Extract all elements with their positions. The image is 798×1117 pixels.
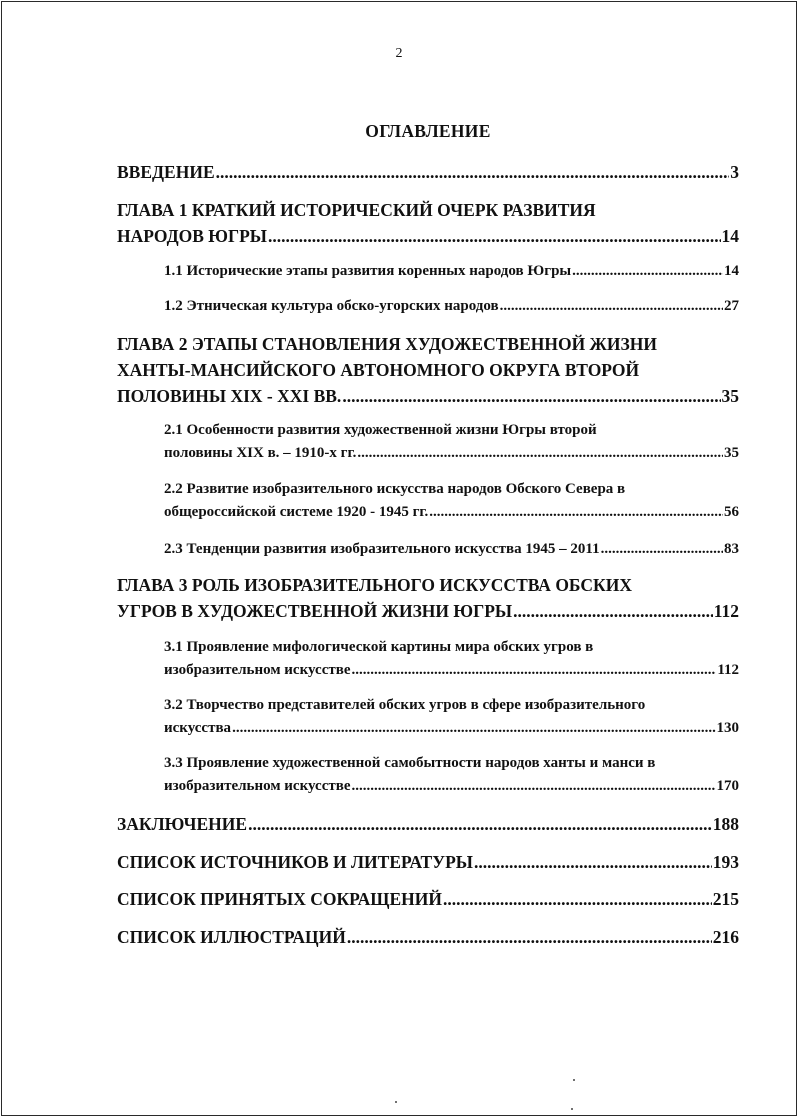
- toc-entry-title-line: 2.2 Развитие изобразительного искусства народов Обского Севера в: [164, 481, 626, 497]
- toc-entry-page: 216: [712, 927, 739, 947]
- dot-leader: [572, 260, 723, 283]
- toc-entry-illustrations[interactable]: [117, 924, 739, 950]
- toc-entry-page: 215: [712, 889, 739, 909]
- dot-leader: [268, 223, 721, 249]
- toc-entry-title-line: изобразительном искусстве: [164, 778, 351, 794]
- toc-entry-section-1-2[interactable]: [164, 295, 739, 318]
- toc-entry-page: 170: [716, 778, 739, 794]
- toc-entry-title-line: ГЛАВА 1 КРАТКИЙ ИСТОРИЧЕСКИЙ ОЧЕРК РАЗВИТИЯ: [117, 200, 596, 220]
- toc-entry-page: 14: [724, 263, 739, 279]
- dot-leader: [352, 659, 717, 682]
- toc-entry-title-line: ГЛАВА 3 РОЛЬ ИЗОБРАЗИТЕЛЬНОГО ИСКУССТВА ОБСКИХ: [117, 575, 632, 595]
- toc-entry-page: 35: [721, 386, 739, 406]
- toc-entry-title: 1.1 Исторические этапы развития коренных народов Югры: [164, 263, 572, 279]
- toc-entry-title: СПИСОК ИСТОЧНИКОВ И ЛИТЕРАТУРЫ: [117, 852, 473, 872]
- toc-entry-sources[interactable]: [117, 849, 739, 875]
- dot-leader: [474, 849, 712, 875]
- toc-entry-section-3-1[interactable]: [164, 636, 739, 682]
- toc-entry-title-line: половины XIX в. – 1910-х гг.: [164, 445, 357, 461]
- scan-speck: [395, 1101, 397, 1103]
- toc-entry-title-line: 3.2 Творчество представителей обских угров в сфере изобразительного: [164, 697, 646, 713]
- toc-entry-title-line: 2.1 Особенности развития художественной жизни Югры второй: [164, 422, 597, 438]
- toc-entry-page: 27: [724, 298, 739, 314]
- scan-speck: [571, 1108, 573, 1110]
- dot-leader: [352, 775, 716, 798]
- toc-entry-page: 83: [724, 541, 739, 557]
- toc-entry-title-line: общероссийской системе 1920 - 1945 гг.: [164, 504, 429, 520]
- toc-entry-title-line: ХАНТЫ-МАНСИЙСКОГО АВТОНОМНОГО ОКРУГА ВТОРОЙ: [117, 360, 640, 380]
- toc-entry-title-line: НАРОДОВ ЮГРЫ: [117, 226, 267, 246]
- toc-entry-chapter-3[interactable]: [117, 572, 739, 624]
- dot-leader: [513, 598, 713, 624]
- toc-entry-conclusion[interactable]: [117, 811, 739, 837]
- toc-entry-title-line: изобразительном искусстве: [164, 662, 351, 678]
- toc-entry-title-line: ГЛАВА 2 ЭТАПЫ СТАНОВЛЕНИЯ ХУДОЖЕСТВЕННОЙ ЖИЗНИ: [117, 334, 657, 354]
- toc-entry-section-3-2[interactable]: [164, 694, 739, 740]
- dot-leader: [429, 501, 723, 524]
- toc-entry-page: 35: [724, 445, 739, 461]
- toc-entry-title-line: 3.3 Проявление художественной самобытности народов ханты и манси в: [164, 755, 656, 771]
- toc-entry-chapter-1[interactable]: [117, 197, 739, 249]
- toc-title: ОГЛАВЛЕНИЕ: [365, 121, 491, 141]
- toc-entry-page: 130: [716, 720, 739, 736]
- dot-leader: [248, 811, 712, 837]
- toc-entry-title: 1.2 Этническая культура обско-угорских народов: [164, 298, 499, 314]
- dot-leader: [357, 442, 723, 465]
- dot-leader: [443, 886, 712, 912]
- toc-entry-section-3-3[interactable]: [164, 752, 739, 798]
- dot-leader: [342, 383, 720, 409]
- toc-entry-title-line: искусства: [164, 720, 232, 736]
- toc-entry-title: СПИСОК ПРИНЯТЫХ СОКРАЩЕНИЙ: [117, 889, 442, 909]
- toc-entry-page: 56: [724, 504, 739, 520]
- page-number: 2: [395, 46, 403, 61]
- toc-entry-section-2-2[interactable]: [164, 478, 739, 524]
- scan-speck: [573, 1079, 575, 1081]
- toc-entry-chapter-2[interactable]: [117, 331, 739, 409]
- toc-entry-abbreviations[interactable]: [117, 886, 739, 912]
- toc-entry-title: ЗАКЛЮЧЕНИЕ: [117, 814, 248, 834]
- toc-entry-page: 188: [712, 814, 739, 834]
- toc-entry-title: 2.3 Тенденции развития изобразительного искусства 1945 – 2011: [164, 541, 600, 557]
- toc-entry-page: 3: [730, 162, 739, 182]
- toc-entry-title: СПИСОК ИЛЛЮСТРАЦИЙ: [117, 927, 346, 947]
- toc-entry-section-2-3[interactable]: [164, 538, 739, 561]
- toc-entry-page: 112: [713, 601, 739, 621]
- toc-entry-title-line: ПОЛОВИНЫ XIX - XXI ВВ.: [117, 386, 342, 406]
- toc-entry-section-2-1[interactable]: [164, 419, 739, 465]
- toc-entry-title-line: УГРОВ В ХУДОЖЕСТВЕННОЙ ЖИЗНИ ЮГРЫ: [117, 601, 513, 621]
- toc-entry-page: 14: [721, 226, 739, 246]
- dot-leader: [232, 717, 715, 740]
- dot-leader: [216, 159, 730, 185]
- dot-leader: [347, 924, 712, 950]
- dot-leader: [500, 295, 723, 318]
- toc-entry-page: 193: [712, 852, 739, 872]
- toc-entry-title: ВВЕДЕНИЕ: [117, 162, 215, 182]
- toc-entry-introduction[interactable]: [117, 159, 739, 185]
- toc-entry-section-1-1[interactable]: [164, 260, 739, 283]
- toc-entry-title-line: 3.1 Проявление мифологической картины мира обских угров в: [164, 639, 594, 655]
- dot-leader: [601, 538, 723, 561]
- toc-entry-page: 112: [717, 662, 739, 678]
